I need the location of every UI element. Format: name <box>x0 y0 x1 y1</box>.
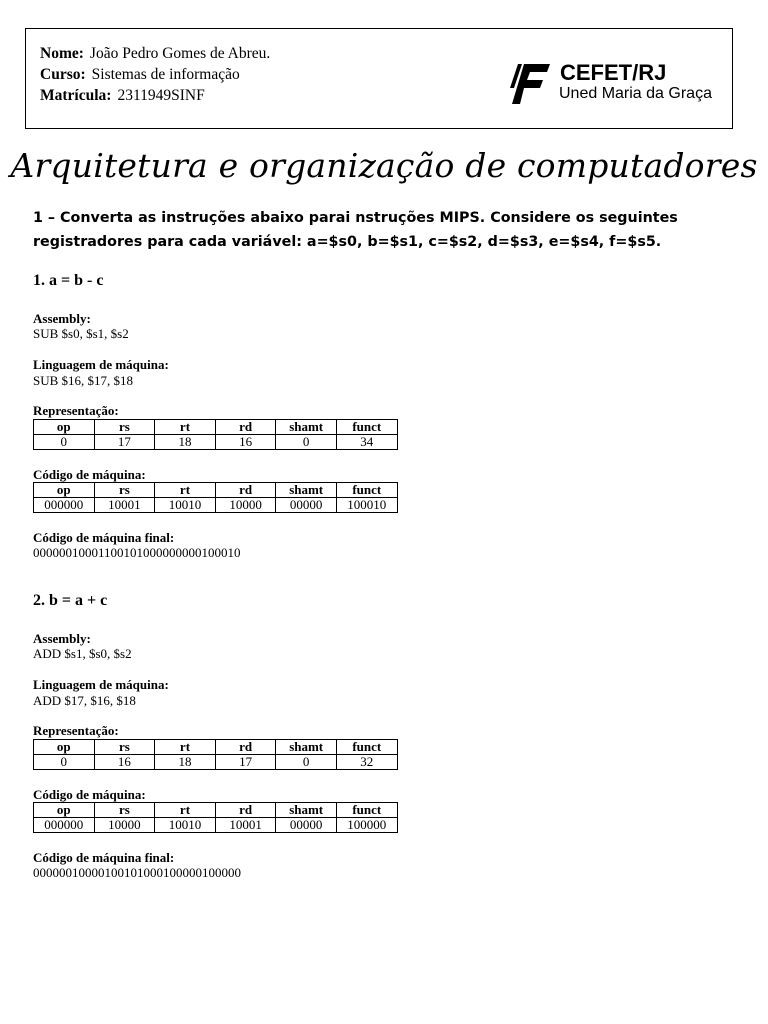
final-machine-code-value: 00000010000100101000100000100000 <box>33 865 241 880</box>
column-header: funct <box>336 740 397 755</box>
exercise-title: 2. b = a + c <box>33 592 108 609</box>
column-header: shamt <box>276 483 337 498</box>
matricula-value: 2311949SINF <box>117 87 205 104</box>
nome-row <box>40 45 270 63</box>
table-cell: 00000 <box>276 818 337 833</box>
curso-label: Curso: <box>40 66 86 83</box>
column-header: op <box>34 483 95 498</box>
table-cell: 18 <box>155 435 216 450</box>
table-cell: 17 <box>215 755 276 770</box>
matricula-row <box>40 87 205 105</box>
table-cell: 10001 <box>94 498 155 513</box>
column-header: rs <box>94 483 155 498</box>
table-cell: 100010 <box>336 498 397 513</box>
column-header: shamt <box>276 420 337 435</box>
table-cell: 10010 <box>155 498 216 513</box>
table-header-row <box>34 483 398 498</box>
final-machine-code-label: Código de máquina final: <box>33 530 175 545</box>
representation-label: Representação: <box>33 403 119 418</box>
table-row <box>34 818 398 833</box>
table-cell: 10000 <box>215 498 276 513</box>
column-header: rt <box>155 420 216 435</box>
table-cell: 34 <box>336 435 397 450</box>
column-header: op <box>34 740 95 755</box>
table-cell: 100000 <box>336 818 397 833</box>
table-header-row <box>34 803 398 818</box>
machine-code-label: Código de máquina: <box>33 467 146 482</box>
column-header: rs <box>94 803 155 818</box>
table-row <box>34 435 398 450</box>
machine-language-label: Linguagem de máquina: <box>33 677 169 692</box>
table-cell: 000000 <box>34 818 95 833</box>
logo-subtitle: Uned Maria da Graça <box>559 85 712 102</box>
table-cell: 0 <box>34 755 95 770</box>
exercise-title: 1. a = b - c <box>33 272 104 289</box>
representation-table <box>33 419 398 450</box>
table-header-row <box>34 740 398 755</box>
nome-value: João Pedro Gomes de Abreu. <box>89 45 271 62</box>
assembly-label: Assembly: <box>33 631 91 646</box>
table-cell: 10000 <box>94 818 155 833</box>
machine-language-value: ADD $17, $16, $18 <box>33 693 136 708</box>
table-cell: 10010 <box>155 818 216 833</box>
representation-label: Representação: <box>33 723 119 738</box>
machine-language-label: Linguagem de máquina: <box>33 357 169 372</box>
column-header: rd <box>215 420 276 435</box>
table-cell: 0 <box>276 755 337 770</box>
table-cell: 0 <box>34 435 95 450</box>
curso-row <box>40 66 240 84</box>
column-header: rt <box>155 803 216 818</box>
table-cell: 0 <box>276 435 337 450</box>
machine-language-value: SUB $16, $17, $18 <box>33 373 134 388</box>
table-cell: 000000 <box>34 498 95 513</box>
table-row <box>34 755 398 770</box>
assembly-value: SUB $s0, $s1, $s2 <box>33 326 129 341</box>
table-header-row <box>34 420 398 435</box>
assembly-value: ADD $s1, $s0, $s2 <box>33 646 132 661</box>
column-header: rs <box>94 420 155 435</box>
machine-code-table <box>33 802 398 833</box>
matricula-label: Matrícula: <box>40 87 112 104</box>
column-header: rt <box>155 740 216 755</box>
column-header: rt <box>155 483 216 498</box>
table-cell: 17 <box>94 435 155 450</box>
nome-label: Nome: <box>40 45 84 62</box>
machine-code-label: Código de máquina: <box>33 787 146 802</box>
column-header: funct <box>336 420 397 435</box>
table-cell: 16 <box>215 435 276 450</box>
column-header: rd <box>215 740 276 755</box>
machine-code-table <box>33 482 398 513</box>
column-header: funct <box>336 483 397 498</box>
column-header: funct <box>336 803 397 818</box>
column-header: rs <box>94 740 155 755</box>
cefet-logo <box>510 60 720 108</box>
header-box <box>25 28 733 129</box>
page-title: Arquitetura e organização de computadores <box>10 146 758 185</box>
representation-table <box>33 739 398 770</box>
column-header: shamt <box>276 740 337 755</box>
assembly-label: Assembly: <box>33 311 91 326</box>
table-cell: 18 <box>155 755 216 770</box>
column-header: rd <box>215 803 276 818</box>
column-header: rd <box>215 483 276 498</box>
column-header: op <box>34 803 95 818</box>
logo-title: CEFET/RJ <box>560 60 667 85</box>
table-cell: 32 <box>336 755 397 770</box>
final-machine-code-label: Código de máquina final: <box>33 850 175 865</box>
final-machine-code-value: 00000010001100101000000000100010 <box>33 545 241 560</box>
table-cell: 00000 <box>276 498 337 513</box>
cefet-logo-icon <box>510 62 552 106</box>
table-row <box>34 498 398 513</box>
table-cell: 10001 <box>215 818 276 833</box>
curso-value: Sistemas de informação <box>91 66 240 83</box>
column-header: op <box>34 420 95 435</box>
question-text: 1 – Converta as instruções abaixo parai nstruções MIPS. Considere os seguintes registradores para cada variável: a=$s0, b=$s1, c=$s2, d=$s3, e=$s4, f=$s5. <box>33 210 678 250</box>
table-cell: 16 <box>94 755 155 770</box>
column-header: shamt <box>276 803 337 818</box>
